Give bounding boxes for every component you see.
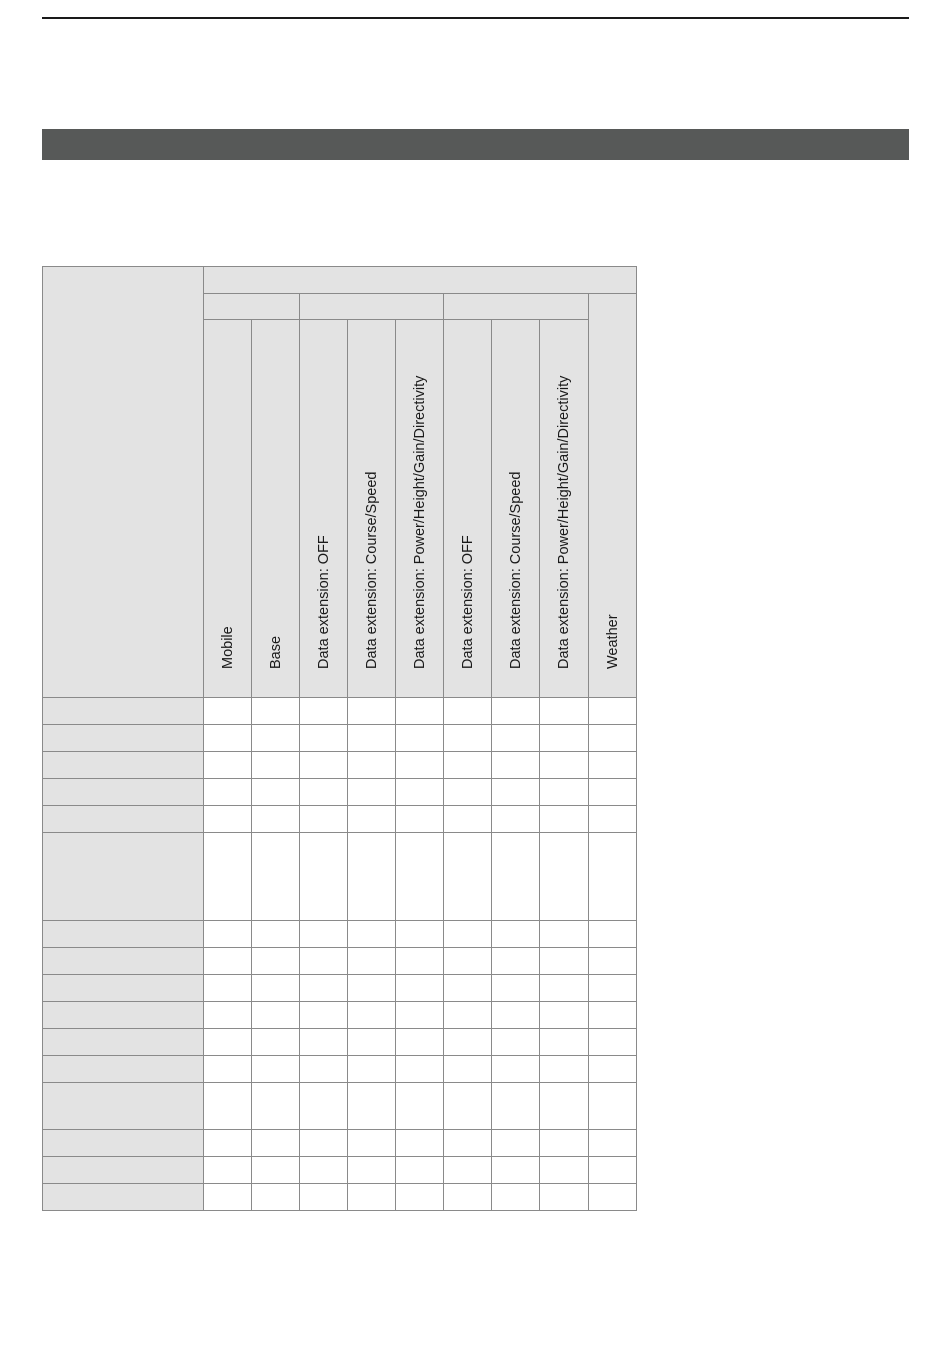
table-cell [540,725,589,752]
table-cell [252,833,300,921]
table-cell [300,1184,348,1211]
table-cell [396,1130,444,1157]
table-cell [589,948,637,975]
table-row [43,1130,637,1157]
row-label-cell [43,1130,204,1157]
table-cell [589,752,637,779]
column-header-mobile [204,320,252,698]
table-cell [348,1157,396,1184]
table-cell [540,1056,589,1083]
row-label-cell [43,1029,204,1056]
table-cell [300,752,348,779]
table-row [43,806,637,833]
column-header-label: Data extension: Course/Speed [507,471,524,669]
table-cell [204,1130,252,1157]
column-header-data-ext-off-1 [300,320,348,698]
table-cell [348,1184,396,1211]
table-cell [396,725,444,752]
row-label-cell [43,725,204,752]
section-header-bar [42,129,909,160]
table-cell [300,1029,348,1056]
table-cell [300,975,348,1002]
column-header-label: Data extension: Course/Speed [363,471,380,669]
table-cell [492,752,540,779]
table-row [43,975,637,1002]
table-cell [540,1157,589,1184]
table-cell [396,1157,444,1184]
table-cell [396,779,444,806]
table-cell [492,779,540,806]
table-cell [300,1157,348,1184]
row-label-header [43,267,204,698]
table-cell [492,1083,540,1130]
table-cell [540,833,589,921]
table-cell [589,725,637,752]
table-cell [492,1002,540,1029]
table-cell [396,806,444,833]
table-cell [444,948,492,975]
column-header-base [252,320,300,698]
table-cell [252,1029,300,1056]
column-header-label: Data extension: Power/Height/Gain/Directivity [411,375,428,669]
table-row [43,1157,637,1184]
table-cell [348,975,396,1002]
table-cell [348,752,396,779]
table-cell [540,1029,589,1056]
table-row [43,752,637,779]
table-cell [492,806,540,833]
row-label-cell [43,779,204,806]
table-cell [589,1029,637,1056]
table-cell [444,698,492,725]
table-cell [348,806,396,833]
table-cell [204,752,252,779]
table-cell [589,1184,637,1211]
table-cell [204,1157,252,1184]
table-cell [444,1157,492,1184]
column-header-label: Mobile [219,625,236,669]
header-subgroup-2 [300,294,444,320]
column-header-label: Base [267,635,284,669]
table-cell [348,725,396,752]
table-cell [540,779,589,806]
table-cell [348,1056,396,1083]
table-cell [396,948,444,975]
table-cell [348,1002,396,1029]
table-row [43,948,637,975]
table-cell [589,833,637,921]
table-cell [204,833,252,921]
table-cell [589,1056,637,1083]
table-cell [252,1002,300,1029]
table-cell [396,1029,444,1056]
row-label-cell [43,1056,204,1083]
table-row [43,1083,637,1130]
table-cell [252,975,300,1002]
table-cell [589,698,637,725]
table-cell [300,833,348,921]
table-cell [348,779,396,806]
table-cell [540,1184,589,1211]
table-row [43,698,637,725]
table-cell [444,1130,492,1157]
table-cell [396,752,444,779]
table-cell [444,752,492,779]
table-cell [540,752,589,779]
table-cell [492,1184,540,1211]
table-cell [492,1029,540,1056]
table-row [43,1184,637,1211]
table-cell [348,921,396,948]
table-cell [204,779,252,806]
table-cell [444,1029,492,1056]
table-cell [252,779,300,806]
table-cell [444,833,492,921]
table-cell [444,921,492,948]
table-cell [492,698,540,725]
table-row [43,1056,637,1083]
top-rule [42,17,909,19]
table-cell [540,698,589,725]
table-cell [540,975,589,1002]
table-cell [589,921,637,948]
table-cell [252,806,300,833]
column-header-data-ext-power-1 [396,320,444,698]
row-label-cell [43,1002,204,1029]
table-cell [444,1056,492,1083]
table-cell [589,1130,637,1157]
table-cell [540,1083,589,1130]
column-header-label: Data extension: OFF [459,534,476,669]
table-cell [589,1083,637,1130]
table-cell [252,1056,300,1083]
row-label-cell [43,752,204,779]
table-cell [492,725,540,752]
feature-table [42,266,637,1211]
table-cell [348,1130,396,1157]
table-cell [252,1184,300,1211]
column-header-data-ext-course-speed-1 [348,320,396,698]
table-cell [204,1029,252,1056]
table-cell [348,698,396,725]
table-cell [396,975,444,1002]
table-row [43,779,637,806]
table-cell [492,1157,540,1184]
table-cell [540,1002,589,1029]
table-cell [396,921,444,948]
column-header-weather [589,294,637,698]
header-subgroup-3 [444,294,589,320]
table-cell [204,1002,252,1029]
table-cell [492,948,540,975]
table-cell [300,921,348,948]
table-cell [252,1157,300,1184]
row-label-cell [43,806,204,833]
table-cell [492,921,540,948]
table-cell [540,806,589,833]
table-row [43,1029,637,1056]
table-row [43,921,637,948]
table-cell [348,948,396,975]
table-cell [589,975,637,1002]
table-cell [300,1083,348,1130]
table-cell [444,1184,492,1211]
table-cell [589,1002,637,1029]
table-cell [492,1130,540,1157]
table-cell [204,921,252,948]
table-cell [204,806,252,833]
table-cell [492,975,540,1002]
column-header-data-ext-power-2 [540,320,589,698]
table-cell [204,975,252,1002]
table-cell [540,1130,589,1157]
table-cell [252,725,300,752]
table-cell [300,698,348,725]
table-cell [204,1083,252,1130]
header-subgroup-1 [204,294,300,320]
table-cell [396,698,444,725]
table-cell [396,1056,444,1083]
table-cell [396,1002,444,1029]
table-cell [444,975,492,1002]
table-cell [300,1056,348,1083]
table-cell [300,948,348,975]
table-cell [589,779,637,806]
header-row-group [43,267,637,294]
table-cell [540,948,589,975]
table-cell [204,698,252,725]
table-cell [204,1056,252,1083]
table-cell [589,1157,637,1184]
row-label-cell [43,1184,204,1211]
row-label-cell [43,975,204,1002]
table-cell [444,725,492,752]
table-row [43,1002,637,1029]
table-cell [300,806,348,833]
table-cell [444,779,492,806]
table-cell [204,725,252,752]
column-header-data-ext-course-speed-2 [492,320,540,698]
table-cell [252,921,300,948]
row-label-cell [43,698,204,725]
table-cell [348,1083,396,1130]
table-cell [396,1184,444,1211]
row-label-cell [43,833,204,921]
table-cell [204,948,252,975]
table-cell [300,1130,348,1157]
table-cell [348,833,396,921]
table-cell [444,806,492,833]
table-cell [540,921,589,948]
table-cell [204,1184,252,1211]
column-header-label: Data extension: OFF [315,534,332,669]
row-label-cell [43,921,204,948]
table-cell [492,833,540,921]
table-cell [300,779,348,806]
table-cell [444,1083,492,1130]
table-cell [300,1002,348,1029]
table-cell [252,1130,300,1157]
table-cell [348,1029,396,1056]
table-cell [492,1056,540,1083]
table-cell [300,725,348,752]
table-cell [252,698,300,725]
table-row [43,725,637,752]
row-label-cell [43,948,204,975]
column-header-label: Data extension: Power/Height/Gain/Directivity [555,375,572,669]
table-cell [396,1083,444,1130]
table-cell [589,806,637,833]
table-cell [396,833,444,921]
table-row [43,833,637,921]
table-cell [444,1002,492,1029]
column-header-label: Weather [604,613,621,669]
row-label-cell [43,1157,204,1184]
row-label-cell [43,1083,204,1130]
table-cell [252,948,300,975]
column-header-data-ext-off-2 [444,320,492,698]
header-group-top [204,267,637,294]
table-cell [252,1083,300,1130]
table-cell [252,752,300,779]
